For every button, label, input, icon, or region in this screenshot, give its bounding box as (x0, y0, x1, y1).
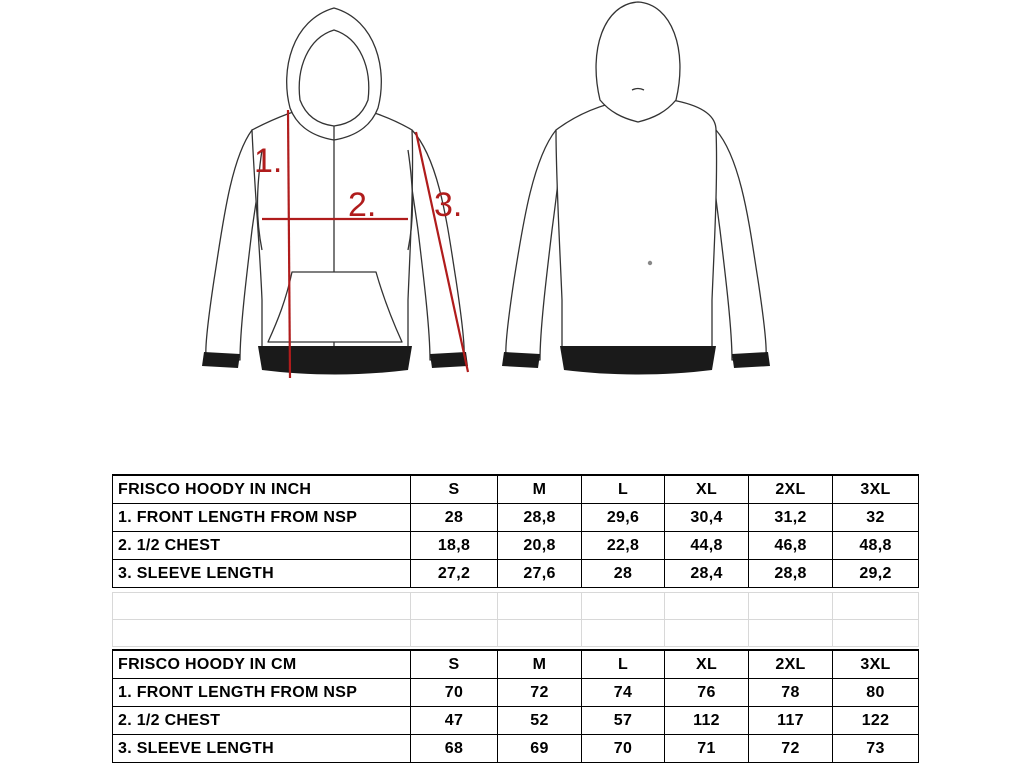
cell-value: 71 (665, 735, 749, 763)
cell-value: 28,8 (749, 560, 833, 588)
inch-row-front-length (113, 504, 919, 532)
cell-value: 73 (833, 735, 919, 763)
cm-size-m: M (498, 650, 582, 679)
row-label: 1. FRONT LENGTH FROM NSP (113, 504, 411, 532)
inch-size-3xl: 3XL (833, 475, 919, 504)
inch-header-row (113, 475, 919, 504)
cm-size-l: L (582, 650, 665, 679)
cm-size-xl: XL (665, 650, 749, 679)
cell-value: 46,8 (749, 532, 833, 560)
back-center-dot (648, 261, 652, 265)
half-chest-marker: 2. (348, 186, 377, 224)
cell-value: 74 (582, 679, 665, 707)
cell-value: 28,4 (665, 560, 749, 588)
row-label: 2. 1/2 CHEST (113, 532, 411, 560)
hoody-front-ribbing (202, 346, 468, 375)
cell-value: 68 (411, 735, 498, 763)
cell-value: 69 (498, 735, 582, 763)
cm-table-title: FRISCO HOODY IN CM (113, 650, 411, 679)
inch-size-2xl: 2XL (749, 475, 833, 504)
cm-size-2xl: 2XL (749, 650, 833, 679)
cell-value: 29,2 (833, 560, 919, 588)
inch-row-half-chest (113, 532, 919, 560)
cell-value: 47 (411, 707, 498, 735)
cell-value: 78 (749, 679, 833, 707)
inch-size-m: M (498, 475, 582, 504)
spacer-row (113, 593, 919, 620)
inch-table-title: FRISCO HOODY IN INCH (113, 475, 411, 504)
row-label: 3. SLEEVE LENGTH (113, 735, 411, 763)
cell-value: 28 (582, 560, 665, 588)
cell-value: 70 (411, 679, 498, 707)
front-length-marker: 1. (254, 142, 283, 180)
row-label: 2. 1/2 CHEST (113, 707, 411, 735)
cell-value: 72 (498, 679, 582, 707)
cell-value: 52 (498, 707, 582, 735)
cell-value: 112 (665, 707, 749, 735)
cell-value: 31,2 (749, 504, 833, 532)
cm-row-half-chest (113, 707, 919, 735)
cell-value: 122 (833, 707, 919, 735)
cm-row-front-length (113, 679, 919, 707)
cell-value: 18,8 (411, 532, 498, 560)
inch-size-l: L (582, 475, 665, 504)
cell-value: 44,8 (665, 532, 749, 560)
spacer-row (113, 620, 919, 647)
cell-value: 30,4 (665, 504, 749, 532)
cell-value: 117 (749, 707, 833, 735)
hoody-back-view (506, 2, 766, 360)
cell-value: 80 (833, 679, 919, 707)
row-label: 1. FRONT LENGTH FROM NSP (113, 679, 411, 707)
hoody-back-ribbing (502, 346, 770, 375)
cell-value: 70 (582, 735, 665, 763)
inch-size-table (112, 474, 919, 588)
cell-value: 57 (582, 707, 665, 735)
inch-row-sleeve-length (113, 560, 919, 588)
row-label: 3. SLEEVE LENGTH (113, 560, 411, 588)
spacer-rows (112, 592, 919, 647)
cell-value: 28 (411, 504, 498, 532)
cm-row-sleeve-length (113, 735, 919, 763)
cell-value: 48,8 (833, 532, 919, 560)
cell-value: 22,8 (582, 532, 665, 560)
cell-value: 76 (665, 679, 749, 707)
cm-size-3xl: 3XL (833, 650, 919, 679)
inch-size-s: S (411, 475, 498, 504)
inch-size-xl: XL (665, 475, 749, 504)
hoody-front-view (206, 8, 464, 360)
cm-header-row (113, 650, 919, 679)
cell-value: 72 (749, 735, 833, 763)
cm-size-table (112, 649, 919, 763)
cell-value: 20,8 (498, 532, 582, 560)
cm-size-s: S (411, 650, 498, 679)
cell-value: 28,8 (498, 504, 582, 532)
cell-value: 27,2 (411, 560, 498, 588)
cell-value: 27,6 (498, 560, 582, 588)
sleeve-length-marker: 3. (434, 186, 463, 224)
cell-value: 29,6 (582, 504, 665, 532)
cell-value: 32 (833, 504, 919, 532)
